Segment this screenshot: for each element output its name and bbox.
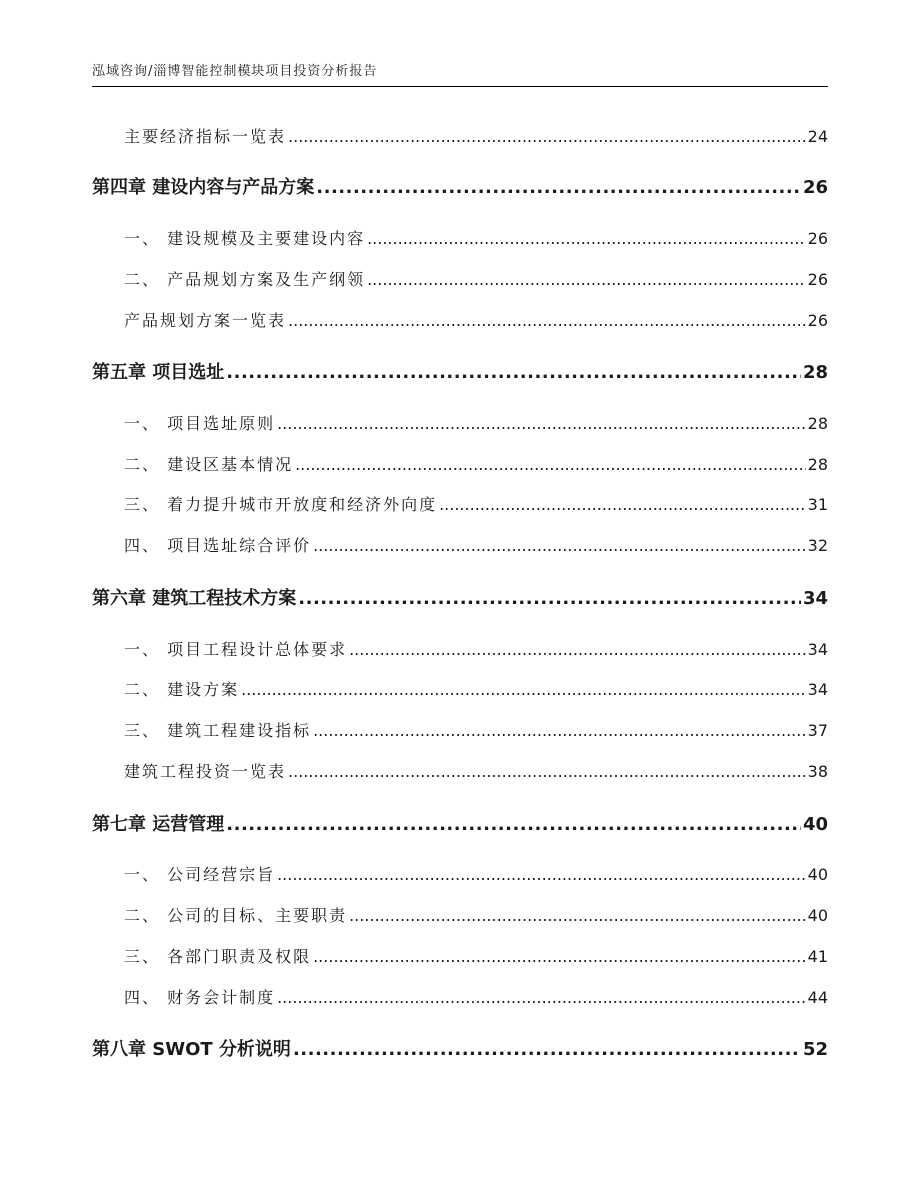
toc-entry-page: 31 <box>807 495 828 514</box>
toc-chapter-entry[interactable] <box>92 1035 828 1061</box>
toc-entry-label: 三、 各部门职责及权限 <box>124 947 312 966</box>
toc-entry-label: 一、 项目选址原则 <box>124 414 276 433</box>
toc-entry-label: 四、 财务会计制度 <box>124 988 276 1007</box>
toc-dot-leader <box>349 640 806 659</box>
toc-entry-label: 一、 项目工程设计总体要求 <box>124 640 348 659</box>
toc-entry[interactable] <box>124 226 828 249</box>
toc-entry-page: 26 <box>807 311 828 330</box>
toc-dot-leader <box>367 229 806 248</box>
toc-entry-page: 38 <box>807 762 828 781</box>
toc-entry-label: 主要经济指标一览表 <box>124 127 287 146</box>
toc-dot-leader <box>277 988 806 1007</box>
toc-entry[interactable] <box>124 637 828 660</box>
toc-entry-page: 28 <box>807 455 828 474</box>
toc-dot-leader <box>288 127 806 146</box>
toc-dot-leader <box>241 680 806 699</box>
toc-dot-leader <box>313 947 806 966</box>
toc-dot-leader <box>226 814 801 835</box>
toc-entry-page: 24 <box>807 127 828 146</box>
toc-entry[interactable] <box>124 533 828 556</box>
toc-entry-page: 44 <box>807 988 828 1007</box>
toc-dot-leader <box>277 414 806 433</box>
toc-entry[interactable] <box>124 862 828 885</box>
toc-entry-page: 40 <box>807 865 828 884</box>
toc-chapter-label: 第五章 项目选址 <box>92 362 225 383</box>
toc-dot-leader <box>349 906 806 925</box>
toc-entry-label: 一、 建设规模及主要建设内容 <box>124 229 366 248</box>
page-header: 泓域咨询/淄博智能控制模块项目投资分析报告 <box>92 64 378 79</box>
toc-entry[interactable] <box>124 903 828 926</box>
toc-dot-leader <box>295 455 806 474</box>
toc-entry-page: 26 <box>807 270 828 289</box>
header-divider <box>92 86 828 87</box>
toc-dot-leader <box>367 270 806 289</box>
toc-dot-leader <box>288 762 806 781</box>
toc-entry[interactable] <box>124 452 828 475</box>
toc-chapter-entry[interactable] <box>92 173 828 199</box>
toc-dot-leader <box>277 865 806 884</box>
toc-entry[interactable] <box>124 267 828 290</box>
toc-entry-label: 二、 产品规划方案及生产纲领 <box>124 270 366 289</box>
toc-entry-page: 37 <box>807 721 828 740</box>
toc-entry-label: 二、 建设区基本情况 <box>124 455 294 474</box>
toc-chapter-label: 第四章 建设内容与产品方案 <box>92 177 315 198</box>
toc-dot-leader <box>313 536 806 555</box>
toc-entry[interactable] <box>124 985 828 1008</box>
toc-entry-label: 二、 公司的目标、主要职责 <box>124 906 348 925</box>
toc-entry-label: 三、 着力提升城市开放度和经济外向度 <box>124 495 438 514</box>
toc-dot-leader <box>293 1039 801 1060</box>
toc-entry[interactable] <box>124 718 828 741</box>
toc-chapter-label: 第七章 运营管理 <box>92 814 225 835</box>
toc-entry[interactable] <box>124 411 828 434</box>
toc-chapter-entry[interactable] <box>92 358 828 384</box>
toc-entry[interactable] <box>124 308 828 331</box>
toc-entry-page: 41 <box>807 947 828 966</box>
toc-chapter-entry[interactable] <box>92 584 828 610</box>
toc-chapter-page: 26 <box>802 177 828 198</box>
toc-entry-label: 建筑工程投资一览表 <box>124 762 287 781</box>
toc-dot-leader <box>439 495 806 514</box>
toc-chapter-page: 52 <box>802 1039 828 1060</box>
toc-entry-page: 28 <box>807 414 828 433</box>
toc-entry[interactable] <box>124 492 828 515</box>
toc-entry[interactable] <box>124 124 828 147</box>
toc-dot-leader <box>298 588 801 609</box>
toc-chapter-label: 第六章 建筑工程技术方案 <box>92 588 297 609</box>
toc-entry-label: 四、 项目选址综合评价 <box>124 536 312 555</box>
toc-chapter-page: 28 <box>802 362 828 383</box>
toc-dot-leader <box>226 362 801 383</box>
toc-entry[interactable] <box>124 677 828 700</box>
toc-chapter-label: 第八章 SWOT 分析说明 <box>92 1039 291 1060</box>
toc-chapter-page: 40 <box>802 814 828 835</box>
toc-entry[interactable] <box>124 944 828 967</box>
toc-chapter-entry[interactable] <box>92 810 828 836</box>
toc-entry-page: 26 <box>807 229 828 248</box>
toc-entry-page: 40 <box>807 906 828 925</box>
toc-entry-label: 一、 公司经营宗旨 <box>124 865 276 884</box>
toc-dot-leader <box>288 311 806 330</box>
toc-dot-leader <box>313 721 806 740</box>
toc-entry-label: 三、 建筑工程建设指标 <box>124 721 312 740</box>
toc-entry[interactable] <box>124 759 828 782</box>
toc-entry-page: 34 <box>807 640 828 659</box>
toc-entry-label: 产品规划方案一览表 <box>124 311 287 330</box>
toc-entry-label: 二、 建设方案 <box>124 680 240 699</box>
toc-chapter-page: 34 <box>802 588 828 609</box>
toc-entry-page: 34 <box>807 680 828 699</box>
toc-dot-leader <box>316 177 801 198</box>
toc-entry-page: 32 <box>807 536 828 555</box>
